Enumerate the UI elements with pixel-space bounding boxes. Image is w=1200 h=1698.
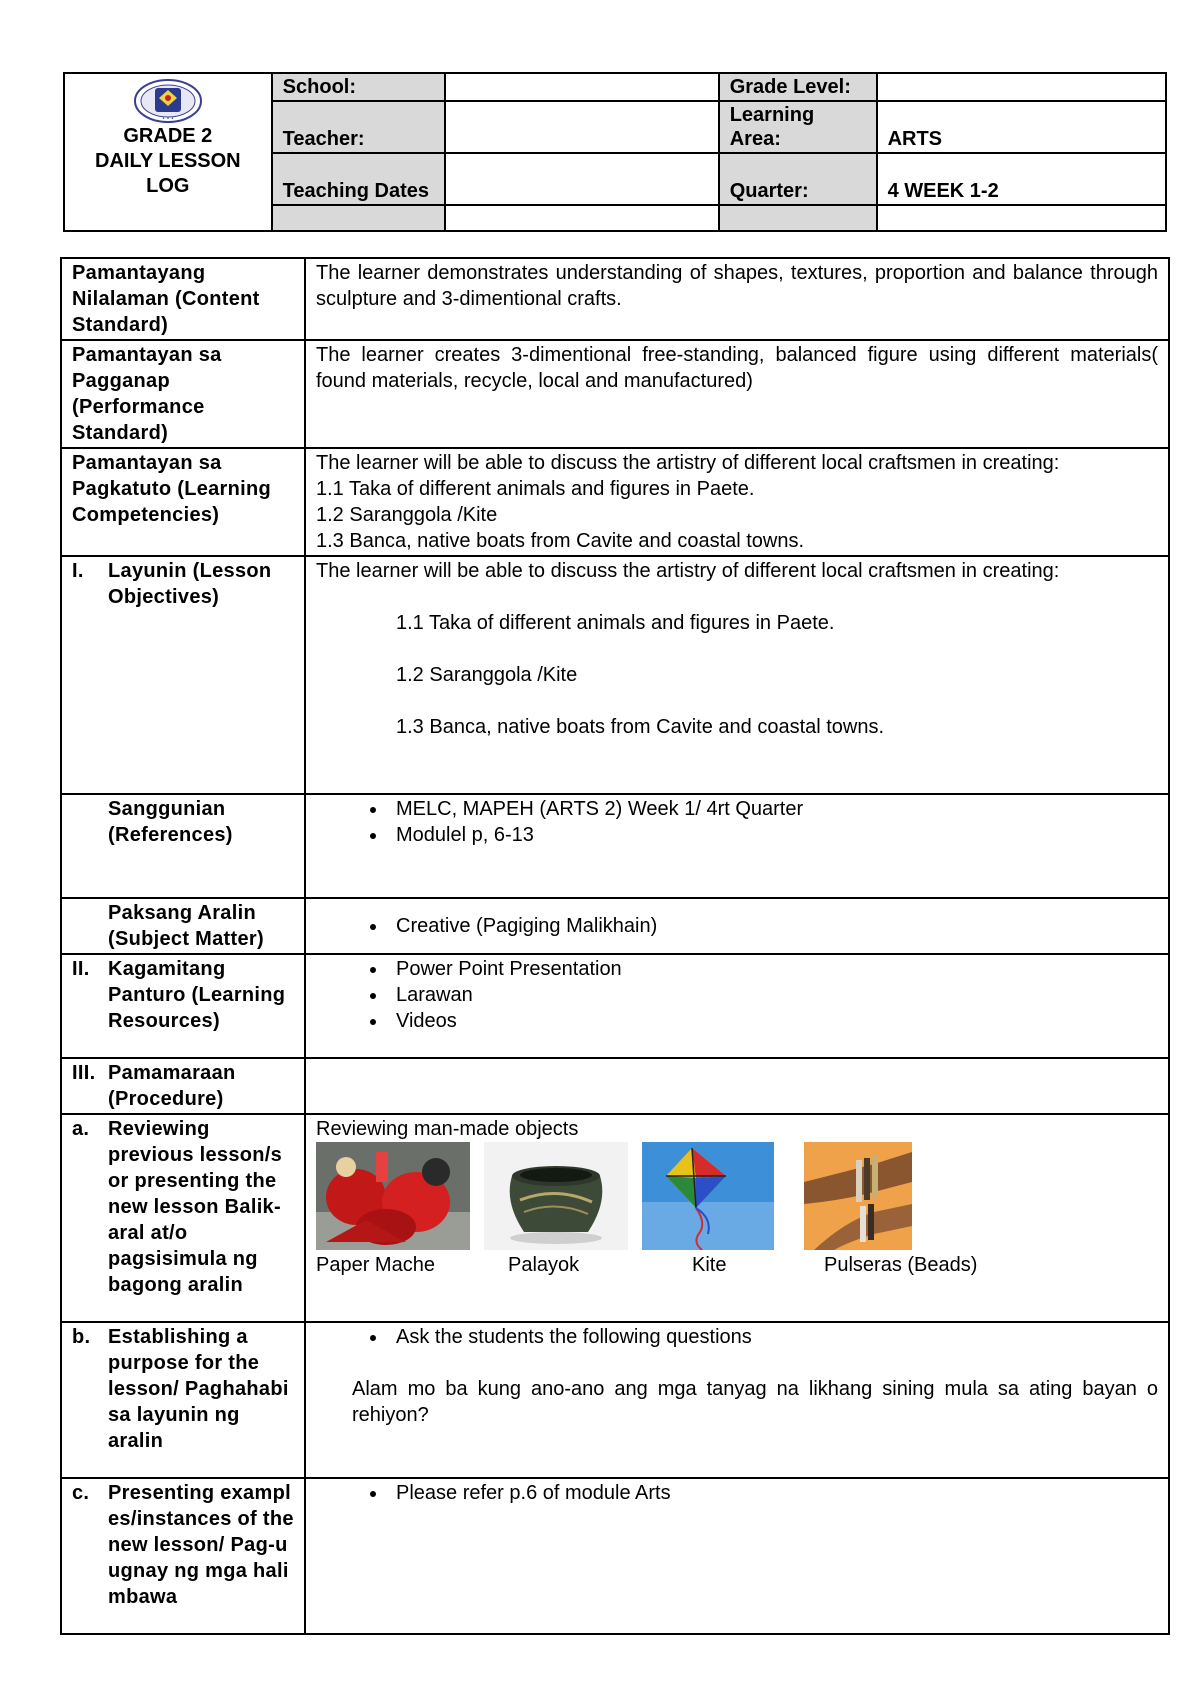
learning-area-value[interactable]: ARTS bbox=[877, 101, 1166, 153]
competencies-line: 1.1 Taka of different animals and figures in Paete. bbox=[316, 478, 755, 500]
reviewing-number: a. bbox=[72, 1118, 90, 1140]
purpose-question: Alam mo ba kung ano-ano ang mga tanyag na likhang sining mula sa ating bayan o rehiyon? bbox=[352, 1378, 1158, 1426]
competencies-label: Pamantayan sa Pagkatuto (Learning Competencies) bbox=[61, 448, 305, 556]
reviewing-label-cell bbox=[61, 1114, 305, 1322]
objectives-intro: The learner will be able to discuss the artistry of different local craftsmen in creating: bbox=[316, 560, 1060, 582]
svg-text:• • •: • • • bbox=[161, 116, 174, 122]
references-cell bbox=[305, 794, 1169, 898]
table-row bbox=[61, 1322, 1169, 1478]
procedure-number: III. bbox=[72, 1062, 96, 1084]
list-item: • MELC, MAPEH (ARTS 2) Week 1/ 4rt Quarter bbox=[388, 796, 1158, 822]
competencies-line: The learner will be able to discuss the artistry of different local craftsmen in creating: bbox=[316, 452, 1060, 474]
table-row bbox=[61, 898, 1169, 954]
table-row bbox=[61, 340, 1169, 448]
palayok-image bbox=[484, 1142, 628, 1250]
content-standard-text: The learner demonstrates understanding of shapes, textures, proportion and balance through sculpture and 3-dimentional crafts. bbox=[305, 258, 1169, 340]
performance-standard-text: The learner creates 3-dimentional free-standing, balanced figure using different materials( found materials, recycle, local and manufactured) bbox=[305, 340, 1169, 448]
school-label: School: bbox=[272, 73, 446, 101]
blank-label-cell bbox=[719, 205, 877, 231]
objectives-cell bbox=[305, 556, 1169, 794]
resources-label-cell bbox=[61, 954, 305, 1058]
image-row bbox=[316, 1142, 1158, 1250]
objectives-label-cell bbox=[61, 556, 305, 794]
objectives-label: Layunin (Lesson Objectives) bbox=[108, 560, 272, 608]
list-item: • Power Point Presentation bbox=[388, 956, 1158, 982]
header-table bbox=[63, 72, 1167, 232]
quarter-value[interactable]: 4 WEEK 1-2 bbox=[877, 153, 1166, 205]
content-standard-label: Pamantayang Nilalaman (Content Standard) bbox=[61, 258, 305, 340]
list-item: • Please refer p.6 of module Arts bbox=[388, 1480, 1158, 1506]
list-item: • Larawan bbox=[388, 982, 1158, 1008]
objective-item: 1.1 Taka of different animals and figures in Paete. bbox=[396, 612, 835, 634]
grade-level-value[interactable] bbox=[877, 73, 1166, 101]
objective-item: 1.3 Banca, native boats from Cavite and coastal towns. bbox=[396, 716, 885, 738]
deped-seal-icon bbox=[133, 78, 203, 124]
resources-number: II. bbox=[72, 958, 90, 980]
grade-level-label: Grade Level: bbox=[719, 73, 877, 101]
table-row bbox=[61, 448, 1169, 556]
table-row bbox=[61, 556, 1169, 794]
purpose-number: b. bbox=[72, 1326, 91, 1348]
paper-mache-caption: Paper Mache bbox=[316, 1254, 435, 1276]
learning-area-label: Learning Area: bbox=[719, 101, 877, 153]
reviewing-heading: Reviewing man-made objects bbox=[316, 1118, 579, 1140]
table-row bbox=[61, 794, 1169, 898]
paper-mache-image bbox=[316, 1142, 470, 1250]
performance-standard-label: Pamantayan sa Pagganap (Performance Standard) bbox=[61, 340, 305, 448]
presenting-label-cell bbox=[61, 1478, 305, 1634]
resources-cell bbox=[305, 954, 1169, 1058]
list-item: • Ask the students the following questions bbox=[388, 1324, 1158, 1350]
list-item: • Modulel p, 6-13 bbox=[388, 822, 1158, 848]
header-logo-cell bbox=[64, 73, 272, 231]
list-item: • Creative (Pagiging Malikhain) bbox=[388, 913, 1158, 939]
teaching-dates-label: Teaching Dates bbox=[272, 153, 446, 205]
presenting-label: Presenting examples/instances of the new lesson/ Pag-uugnay ng mga halimbawa bbox=[108, 1482, 294, 1608]
pulseras-caption: Pulseras (Beads) bbox=[824, 1254, 978, 1276]
presenting-cell bbox=[305, 1478, 1169, 1634]
kite-caption: Kite bbox=[692, 1254, 727, 1276]
kite-image bbox=[642, 1142, 774, 1250]
teacher-label: Teacher: bbox=[272, 101, 446, 153]
lesson-table bbox=[60, 257, 1170, 1635]
table-row bbox=[61, 1478, 1169, 1634]
competencies-cell bbox=[305, 448, 1169, 556]
teaching-dates-value[interactable] bbox=[445, 153, 718, 205]
resources-label: Kagamitang Panturo (Learning Resources) bbox=[108, 958, 286, 1032]
blank-label-cell bbox=[272, 205, 446, 231]
procedure-cell bbox=[305, 1058, 1169, 1114]
procedure-label-cell bbox=[61, 1058, 305, 1114]
list-item: • Videos bbox=[388, 1008, 1158, 1034]
references-label-cell bbox=[61, 794, 305, 898]
subject-matter-label-cell bbox=[61, 898, 305, 954]
purpose-label: Establishing a purpose for the lesson/ Paghahabi sa layunin ng aralin bbox=[108, 1326, 289, 1452]
blank-value-cell bbox=[445, 205, 718, 231]
competencies-line: 1.2 Saranggola /Kite bbox=[316, 504, 498, 526]
objective-item: 1.2 Saranggola /Kite bbox=[396, 664, 578, 686]
references-label: Sanggunian (References) bbox=[108, 798, 233, 846]
subject-matter-label: Paksang Aralin (Subject Matter) bbox=[108, 902, 264, 950]
competencies-line: 1.3 Banca, native boats from Cavite and coastal towns. bbox=[316, 530, 805, 552]
reviewing-label: Reviewing previous lesson/s or presenting the new lesson Balik-aral at/o pagsisimula ng bagong aralin bbox=[108, 1118, 283, 1296]
blank-value-cell bbox=[877, 205, 1166, 231]
school-value[interactable] bbox=[445, 73, 718, 101]
palayok-caption: Palayok bbox=[508, 1254, 580, 1276]
reviewing-cell bbox=[305, 1114, 1169, 1322]
table-row bbox=[61, 1114, 1169, 1322]
table-row bbox=[61, 1058, 1169, 1114]
quarter-label: Quarter: bbox=[719, 153, 877, 205]
subject-matter-cell bbox=[305, 898, 1169, 954]
purpose-label-cell bbox=[61, 1322, 305, 1478]
table-row bbox=[61, 954, 1169, 1058]
image-captions bbox=[316, 1252, 1158, 1278]
purpose-cell bbox=[305, 1322, 1169, 1478]
procedure-label: Pamamaraan (Procedure) bbox=[108, 1062, 236, 1110]
grade-daily-lesson-log-title: GRADE 2 DAILY LESSON LOG bbox=[95, 125, 241, 197]
teacher-value[interactable] bbox=[445, 101, 718, 153]
objectives-number: I. bbox=[72, 560, 84, 582]
presenting-number: c. bbox=[72, 1482, 90, 1504]
table-row bbox=[61, 258, 1169, 340]
pulseras-image bbox=[804, 1142, 912, 1250]
